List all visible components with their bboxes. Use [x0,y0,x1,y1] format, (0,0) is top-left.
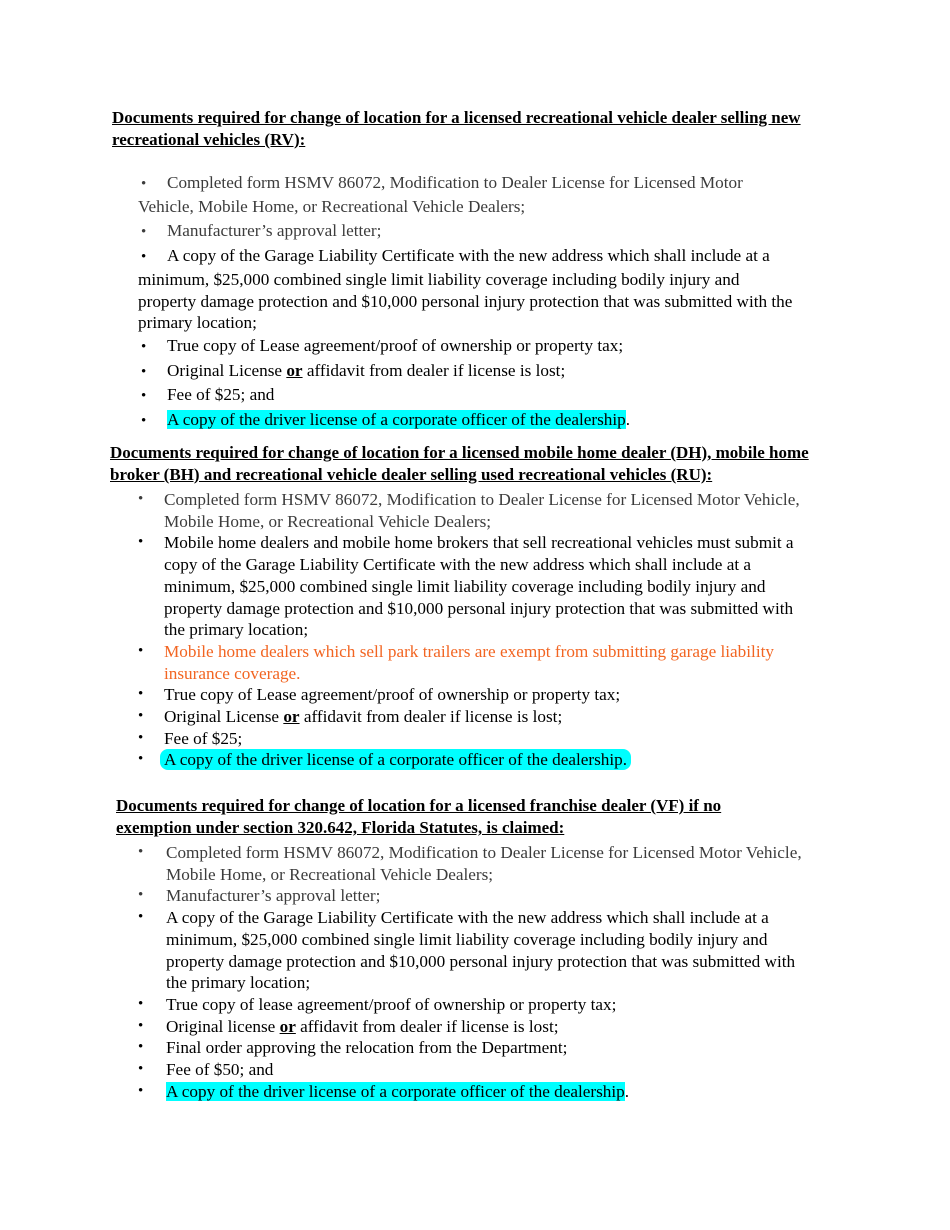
list-item: • Final order approving the relocation from the Department; [138,1038,568,1058]
bullet-icon: • [141,224,147,241]
list-item: • True copy of lease agreement/proof of ownership or property tax; [138,994,617,1014]
section-1-heading: Documents required for change of location for a licensed recreational vehicle dealer selling new recreational vehicles (RV): [112,108,801,149]
section-3-heading: Documents required for change of location for a licensed franchise dealer (VF) if no exemption under section 320.642, Florida Statutes, is claimed: [116,796,722,837]
highlighted-text: A copy of the driver license of a corporate officer of the dealership [166,1081,625,1101]
bullet-icon: • [138,1039,144,1056]
bullet-icon: • [138,491,144,507]
list-item: • Completed form HSMV 86072, Modification to Dealer License for Licensed Motor Vehicle, Mobile Home, or Recreational Vehicle Dealers; [138,843,802,884]
bullet-icon: • [141,338,147,355]
bullet-icon: • [141,176,147,192]
bullet-icon: • [141,249,147,266]
list-item: • Mobile home dealers which sell park trailers are exempt from submitting garage liability insurance coverage. [138,641,774,683]
highlighted-text: A copy of the driver license of a corporate officer of the dealership. [160,749,631,770]
list-item: • A copy of the driver license of a corporate officer of the dealership. [138,409,798,433]
list-item: • Fee of $25; [138,728,243,748]
bullet-icon: • [138,729,144,746]
list-item: • True copy of Lease agreement/proof of ownership or property tax; [138,685,621,705]
highlighted-text: A copy of the driver license of a corporate officer of the dealership [167,410,626,430]
bullet-icon: • [138,909,144,926]
list-item: • Completed form HSMV 86072, Modification to Dealer License for Licensed Motor Vehicle, Mobile Home, or Recreational Vehicle Dealers; [138,490,800,531]
list-item [138,749,803,771]
list-item: • Original License or affidavit from dealer if license is lost; [138,360,798,384]
list-item: • Original License or affidavit from dealer if license is lost; [138,707,563,727]
list-item: • Fee of $25; and [138,384,798,408]
bullet-icon: • [138,995,144,1012]
section-2-heading: Documents required for change of location for a licensed mobile home dealer (DH), mobile home broker (BH) and recreational vehicle dealer selling used recreational vehicles (RU): [110,443,809,484]
list-item: • Manufacturer’s approval letter; [138,886,381,906]
section-3-list [138,842,803,1102]
bullet-icon: • [141,413,147,430]
bullet-icon: • [138,1082,144,1099]
bullet-icon: • [138,534,144,551]
bullet-icon: • [141,388,147,405]
list-item: • A copy of the Garage Liability Certificate with the new address which shall include at a minimum, $25,000 combined single limit liability coverage including bodily injury and property damage protection and $10,000 personal injury protection that was submitted with the primary location; [138,246,793,333]
bullet-icon: • [138,686,144,703]
bullet-icon: • [138,887,144,904]
list-item: • Original license or affidavit from dealer if license is lost; [138,1016,559,1036]
bullet-icon: • [138,642,144,659]
list-item: • Mobile home dealers and mobile home brokers that sell recreational vehicles must submit a copy of the Garage Liability Certificate with the new address which shall include at a minimum, $25,000 combined single limit liability coverage including bodily injury and property damage protection and $10,000 personal injury protection that was submitted with the primary location; [138,533,794,640]
list-item: • Completed form HSMV 86072, Modification to Dealer License for Licensed Motor Vehicle, Mobile Home, or Recreational Vehicle Dealers; [138,173,743,216]
bullet-icon: • [141,363,147,380]
section-2-list [138,489,803,771]
list-item: • True copy of Lease agreement/proof of ownership or property tax; [138,335,798,359]
list-item: • Manufacturer’s approval letter; [138,220,798,244]
bullet-icon: • [138,1017,144,1034]
list-item: • Fee of $50; and [138,1060,274,1080]
bullet-icon: • [138,1061,144,1078]
bullet-icon: • [138,751,144,768]
list-item: • A copy of the driver license of a corporate officer of the dealership. [138,1081,630,1101]
bullet-icon: • [138,708,144,725]
list-item: • A copy of the Garage Liability Certificate with the new address which shall include at a minimum, $25,000 combined single limit liability coverage including bodily injury and property damage protection and $10,000 personal injury protection that was submitted with the primary location; [138,908,796,993]
bullet-icon: • [138,844,144,860]
section-1-list [138,172,798,433]
